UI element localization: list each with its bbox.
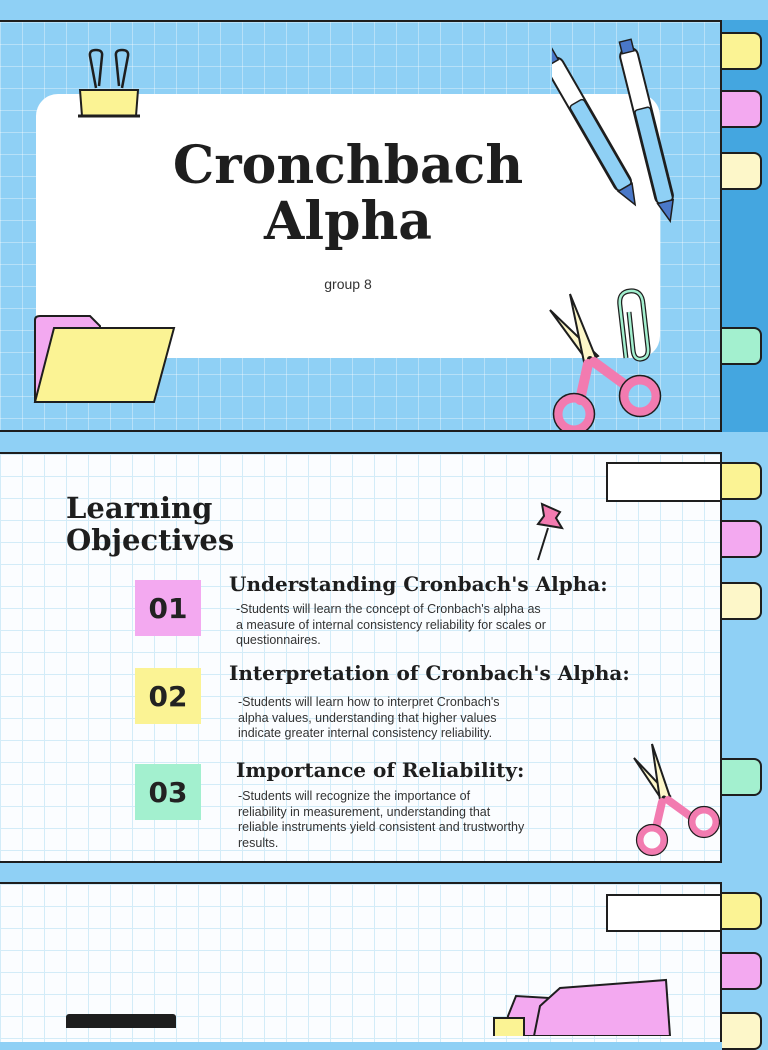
desc-1-line-2: a measure of internal consistency reliability for scales or: [236, 617, 546, 632]
desc-2-line-3: indicate greater internal consistency reliability.: [238, 726, 493, 740]
slide1-tab-4[interactable]: [722, 327, 762, 365]
slide2-tab-4[interactable]: [722, 758, 762, 796]
slide3-tab-3[interactable]: [722, 1012, 762, 1050]
objective-number-2: 02: [135, 668, 201, 724]
slide3-tab-2[interactable]: [722, 952, 762, 990]
title-line-2: Alpha: [264, 191, 432, 252]
desc-2-line-2: alpha values, understanding that higher values: [238, 710, 497, 725]
slide1-tab-1[interactable]: [722, 32, 762, 70]
slide2-tab-1[interactable]: [722, 462, 762, 500]
slide-third-partial: [0, 882, 722, 1042]
pushpin-icon: [528, 498, 568, 562]
group-label: group 8: [324, 276, 372, 292]
desc-1-line-3: questionnaires.: [236, 633, 321, 647]
slide-title: [0, 20, 722, 432]
objective-desc-1: [236, 602, 546, 649]
binder-clip-icon: [74, 48, 144, 120]
objective-desc-3: [238, 789, 524, 851]
header-box: [606, 462, 722, 502]
desc-2-line-1: -Students will learn how to interpret Cronbach's: [238, 695, 500, 709]
slide2-tab-2[interactable]: [722, 520, 762, 558]
slide1-tab-2[interactable]: [722, 90, 762, 128]
slide1-side-strip: [722, 20, 768, 432]
objective-heading-2: Interpretation of Cronbach's Alpha:: [229, 661, 630, 685]
partial-heading-fragment: [66, 1014, 176, 1028]
desc-3-line-4: results.: [238, 835, 279, 850]
slide1-tab-3[interactable]: [722, 152, 762, 190]
objective-heading-3: Importance of Reliability:: [236, 758, 525, 782]
scissors-icon: [628, 742, 722, 860]
desc-3-line-2: reliability in measurement, understanding that: [238, 804, 491, 819]
objective-number-3: 03: [135, 764, 201, 820]
objective-heading-1: Understanding Cronbach's Alpha:: [229, 572, 608, 596]
scissors-icon: [540, 292, 670, 432]
lo-title-line-1: Learning: [66, 491, 213, 525]
desc-3-line-1: -Students will recognize the importance of: [238, 789, 471, 803]
learning-objectives-title: [66, 492, 234, 556]
header-box-3: [606, 894, 722, 932]
lo-title-line-2: Objectives: [66, 523, 235, 557]
pens-icon: [552, 38, 692, 228]
objective-number-1: 01: [135, 580, 201, 636]
slide3-tab-1[interactable]: [722, 892, 762, 930]
objective-desc-2: [238, 695, 500, 742]
slide2-tab-3[interactable]: [722, 582, 762, 620]
folder-icon: [30, 312, 180, 408]
desc-3-line-3: reliable instruments yield consistent and trustworthy: [238, 820, 525, 834]
slide-learning-objectives: [0, 452, 722, 863]
title-line-1: Cronchbach: [172, 135, 524, 196]
folder-icon: [490, 976, 690, 1036]
desc-1-line-1: -Students will learn the concept of Cronbach's alpha as: [236, 602, 541, 616]
